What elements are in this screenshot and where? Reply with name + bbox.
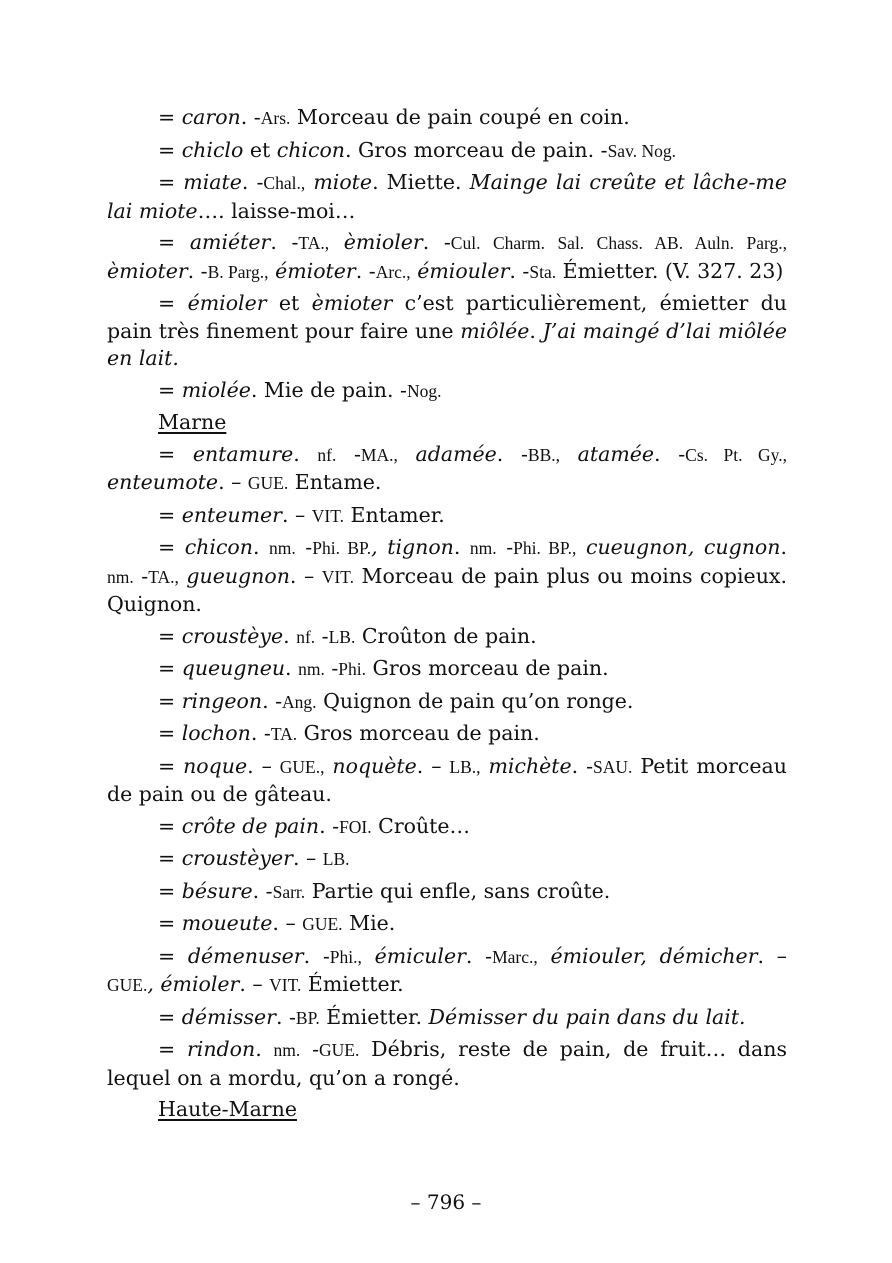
dictionary-entry bbox=[107, 910, 787, 939]
locality-abbreviation: VIT. bbox=[321, 566, 354, 587]
dialect-term: noquète bbox=[332, 753, 417, 778]
locality-abbreviation: VIT. bbox=[269, 975, 302, 995]
locality-abbreviation: VIT. bbox=[311, 505, 345, 526]
entry-text: . bbox=[453, 535, 470, 559]
dialect-term: èmioler bbox=[343, 230, 423, 254]
entry-text: Petit morceau de pain ou de gâteau. bbox=[107, 753, 787, 806]
locality-abbreviation: LB. bbox=[322, 849, 350, 869]
entry-text: Gros morceau de pain. bbox=[366, 656, 609, 680]
locality-abbreviation: Arc., bbox=[375, 261, 411, 282]
dialect-term: amiéter bbox=[189, 230, 271, 254]
dialect-term: émioler bbox=[187, 291, 267, 315]
dialect-term: adamée bbox=[415, 441, 497, 466]
dialect-term: miolée bbox=[181, 377, 251, 402]
locality-abbreviation: BB., bbox=[527, 444, 560, 465]
dictionary-entry bbox=[107, 753, 787, 809]
locality-abbreviation: Cs. Pt. Gy., bbox=[685, 444, 787, 465]
dialect-term: enteumer bbox=[181, 502, 282, 527]
dialect-term: chicon bbox=[276, 137, 346, 162]
entry-text: Débris, reste de pain, de fruit… dans lequel on a mordu, qu’on a rongé. bbox=[107, 1037, 787, 1090]
dictionary-entry bbox=[107, 813, 787, 842]
entry-text: . – bbox=[239, 972, 270, 996]
entry-text: . - bbox=[422, 230, 451, 254]
section-heading: Haute-Marne bbox=[158, 1097, 297, 1121]
locality-abbreviation: Sarr. bbox=[272, 881, 306, 902]
dialect-term: rindon bbox=[186, 1037, 256, 1061]
locality-abbreviation: BP. bbox=[295, 1007, 320, 1028]
dictionary-entry bbox=[107, 502, 787, 531]
locality-abbreviation: Marc., bbox=[492, 946, 538, 967]
locality-abbreviation: GUE. bbox=[247, 473, 289, 493]
entry-text: . - bbox=[465, 943, 493, 968]
dialect-term: bésure bbox=[181, 878, 253, 903]
dictionary-entry bbox=[107, 169, 787, 225]
entry-text: . - bbox=[355, 258, 376, 283]
entry-text: = bbox=[158, 688, 182, 713]
entry-text: . - bbox=[270, 230, 299, 254]
entry-text: . - bbox=[571, 753, 594, 778]
locality-abbreviation: Ang. bbox=[282, 691, 317, 712]
dialect-term: èmioter bbox=[311, 291, 393, 315]
entry-text: . – bbox=[292, 846, 323, 870]
entry-text: Entame. bbox=[288, 470, 382, 494]
locality-abbreviation: GUE., bbox=[279, 756, 325, 777]
entry-text: . Gros morceau de pain. - bbox=[345, 137, 608, 162]
dictionary-entry bbox=[107, 1004, 787, 1033]
entry-text bbox=[560, 442, 578, 466]
dictionary-entry bbox=[107, 943, 787, 1000]
entry-text bbox=[398, 442, 416, 466]
dialect-term: chicon bbox=[184, 535, 253, 559]
entry-text: - bbox=[496, 535, 514, 559]
dialect-term: miate bbox=[183, 170, 242, 194]
locality-abbreviation: Phi. BP., bbox=[513, 538, 577, 558]
entry-text: Émietter. (V. 327. 23) bbox=[556, 258, 784, 283]
dictionary-entry bbox=[107, 878, 787, 907]
dialect-term: émioter bbox=[275, 258, 356, 283]
entry-text: . – bbox=[247, 753, 280, 778]
dialect-term: miôlée bbox=[460, 318, 530, 343]
locality-abbreviation: Sav. Nog. bbox=[607, 140, 676, 161]
entry-text: . Mie de pain. - bbox=[250, 377, 407, 402]
entry-text: = bbox=[158, 535, 185, 559]
dialect-term: J’ai maingé d’lai miôlée en lait. bbox=[107, 318, 787, 370]
entry-text: = bbox=[158, 1037, 187, 1061]
dictionary-entry bbox=[107, 441, 787, 498]
dictionary-entry bbox=[107, 534, 787, 619]
entry-text: . bbox=[252, 535, 270, 559]
entry-text: . bbox=[529, 318, 543, 343]
entry-text: = bbox=[158, 911, 182, 935]
entry-text: . - bbox=[496, 441, 528, 466]
locality-abbreviation: Chal., bbox=[263, 173, 306, 193]
entry-text: c’est particulièrement, émietter du pain très finement pour faire une bbox=[107, 291, 787, 343]
dialect-term: chiclo bbox=[181, 137, 244, 162]
locality-abbreviation: MA., bbox=[360, 444, 398, 465]
entry-text: . – bbox=[416, 753, 450, 778]
entry-text: - bbox=[336, 441, 361, 466]
dictionary-entry bbox=[107, 137, 787, 166]
entry-text: - bbox=[300, 1037, 320, 1061]
entry-text: . bbox=[285, 656, 299, 680]
entry-text: = bbox=[158, 846, 182, 870]
entry-text: . - bbox=[509, 258, 530, 283]
entry-text: - bbox=[295, 535, 313, 559]
dialect-term: Mainge lai creûte et lâche-me lai miote bbox=[107, 170, 787, 223]
locality-abbreviation: TA., bbox=[148, 566, 179, 587]
locality-abbreviation: nm. bbox=[298, 659, 325, 679]
locality-abbreviation: nm. bbox=[273, 1040, 301, 1060]
entry-text: . Miette. bbox=[372, 170, 470, 194]
entry-text: = bbox=[158, 291, 188, 315]
dictionary-entry bbox=[107, 290, 787, 373]
dialect-term: croustèye bbox=[181, 623, 284, 648]
dialect-term: émiculer bbox=[374, 943, 466, 968]
entry-text: . – bbox=[281, 502, 312, 527]
entry-text: = bbox=[158, 137, 182, 162]
dialect-term: crôte de pain bbox=[181, 813, 320, 838]
entry-text: = bbox=[158, 1004, 182, 1029]
entry-text: . - bbox=[319, 813, 340, 838]
dictionary-entry bbox=[107, 1036, 787, 1092]
entry-text bbox=[362, 944, 375, 968]
entry-text: Croûton de pain. bbox=[355, 623, 537, 648]
entry-text: = bbox=[158, 170, 184, 194]
dictionary-entry bbox=[107, 688, 787, 717]
locality-abbreviation: nm. bbox=[269, 538, 296, 558]
locality-abbreviation: B. Parg., bbox=[207, 261, 269, 282]
locality-abbreviation: Phi. BP. bbox=[312, 538, 372, 558]
locality-abbreviation: Sta. bbox=[529, 261, 557, 282]
page-body bbox=[107, 104, 787, 1128]
entry-text: Quignon de pain qu’on ronge. bbox=[316, 688, 634, 713]
entry-text: et bbox=[243, 137, 277, 162]
dialect-term: émiouler, démicher bbox=[550, 943, 758, 968]
dialect-term: Démisser du pain dans du lait. bbox=[428, 1004, 746, 1029]
locality-abbreviation: nf. bbox=[296, 626, 316, 647]
entry-text: . – bbox=[289, 563, 322, 588]
locality-abbreviation: nf. bbox=[317, 444, 337, 465]
dialect-term: miote bbox=[313, 170, 373, 194]
entry-text: = bbox=[158, 753, 184, 778]
dialect-term: enteumote bbox=[107, 470, 219, 494]
entry-text bbox=[576, 535, 586, 559]
locality-abbreviation: GUE. bbox=[107, 975, 148, 995]
entry-text: . – bbox=[218, 470, 248, 494]
locality-abbreviation: LB., bbox=[449, 756, 481, 777]
entry-text: = bbox=[158, 377, 182, 402]
entry-text: . – bbox=[757, 943, 787, 968]
dictionary-entry bbox=[107, 720, 787, 749]
entry-text: …. laisse-moi… bbox=[197, 198, 356, 223]
entry-text: . bbox=[255, 1037, 274, 1061]
entry-text: Émietter. bbox=[319, 1004, 429, 1029]
page-number: – 796 – bbox=[410, 1190, 482, 1214]
dialect-term: moueute bbox=[181, 911, 273, 935]
dictionary-entry bbox=[107, 845, 787, 874]
entry-text bbox=[329, 230, 344, 254]
entry-text: = bbox=[158, 230, 190, 254]
locality-abbreviation: Phi., bbox=[329, 946, 362, 967]
entry-text: . - bbox=[241, 170, 264, 194]
entry-text: . - bbox=[262, 688, 283, 713]
locality-abbreviation: Ars. bbox=[260, 108, 291, 128]
entry-text: - bbox=[133, 563, 149, 588]
locality-abbreviation: LB. bbox=[328, 626, 356, 647]
entry-text: Partie qui enfle, sans croûte. bbox=[305, 878, 611, 903]
dialect-term: michète bbox=[488, 753, 572, 778]
dictionary-entry bbox=[107, 229, 787, 286]
entry-text: = bbox=[158, 623, 182, 648]
entry-text: . - bbox=[250, 721, 271, 745]
entry-text: Mie. bbox=[342, 911, 396, 935]
entry-text: = bbox=[158, 105, 182, 129]
entry-text: Morceau de pain plus ou moins copieux. Quignon. bbox=[107, 563, 787, 616]
entry-text: . – bbox=[272, 911, 303, 935]
dictionary-entry bbox=[107, 655, 787, 684]
entry-text: Morceau de pain coupé en coin. bbox=[290, 105, 630, 129]
dialect-term: , tignon bbox=[371, 535, 454, 559]
locality-abbreviation: TA. bbox=[270, 724, 298, 744]
locality-abbreviation: nm. bbox=[469, 538, 497, 558]
entry-text: = bbox=[158, 878, 182, 903]
dialect-term: atamée bbox=[577, 441, 655, 466]
entry-text: Émietter. bbox=[301, 972, 404, 996]
entry-text: . - bbox=[252, 878, 273, 903]
dialect-term: queugneu bbox=[181, 656, 286, 680]
dictionary-entry bbox=[107, 104, 787, 133]
locality-abbreviation: TA., bbox=[298, 233, 330, 253]
entry-text bbox=[538, 944, 551, 968]
entry-text: - bbox=[324, 656, 339, 680]
entry-text: - bbox=[315, 623, 329, 648]
dialect-term: émiouler bbox=[417, 258, 510, 283]
entry-text: . - bbox=[303, 943, 330, 968]
entry-text: . - bbox=[187, 258, 208, 283]
locality-abbreviation: GUE. bbox=[319, 1040, 360, 1060]
dialect-term: démisser bbox=[181, 1004, 276, 1029]
dialect-term: croustèyer bbox=[181, 846, 293, 870]
entry-text: Croûte… bbox=[371, 813, 471, 838]
dictionary-entry bbox=[107, 377, 787, 406]
locality-abbreviation: Phi. bbox=[338, 659, 367, 679]
dialect-term: cueugnon, cugnon bbox=[585, 535, 781, 559]
dialect-term: entamure bbox=[192, 441, 294, 466]
entry-text: = bbox=[158, 943, 188, 968]
locality-abbreviation: Cul. Charm. Sal. Chass. AB. Auln. Parg., bbox=[450, 233, 787, 253]
entry-text: = bbox=[158, 656, 182, 680]
entry-text: Gros morceau de pain. bbox=[297, 721, 540, 745]
dialect-term: lochon bbox=[181, 721, 251, 745]
entry-text: . bbox=[283, 623, 297, 648]
dialect-term: gueugnon bbox=[186, 563, 290, 588]
entry-text: = bbox=[158, 502, 182, 527]
locality-abbreviation: GUE. bbox=[302, 914, 343, 934]
dialect-term: noque bbox=[183, 753, 248, 778]
entry-text: . bbox=[293, 441, 318, 466]
locality-abbreviation: SAU. bbox=[593, 756, 633, 777]
dialect-term: caron bbox=[181, 105, 241, 129]
entry-text: . bbox=[780, 535, 787, 559]
entry-text: = bbox=[158, 813, 182, 838]
dialect-term: , émioler bbox=[147, 972, 240, 996]
dialect-term: démenuser bbox=[187, 943, 304, 968]
entry-text: . - bbox=[275, 1004, 296, 1029]
locality-abbreviation: Nog. bbox=[406, 380, 442, 401]
entry-text: = bbox=[158, 721, 182, 745]
locality-abbreviation: nm. bbox=[107, 566, 134, 587]
dictionary-entry bbox=[107, 623, 787, 652]
entry-text: . - bbox=[240, 105, 261, 129]
dialect-term: ringeon bbox=[181, 688, 263, 713]
entry-text: et bbox=[266, 291, 312, 315]
entry-text: = bbox=[158, 441, 193, 466]
dialect-term: èmioter bbox=[107, 258, 188, 283]
entry-text: . - bbox=[654, 441, 686, 466]
locality-abbreviation: FOI. bbox=[339, 816, 372, 837]
entry-text: Entamer. bbox=[344, 502, 445, 527]
section-heading: Marne bbox=[158, 410, 227, 434]
